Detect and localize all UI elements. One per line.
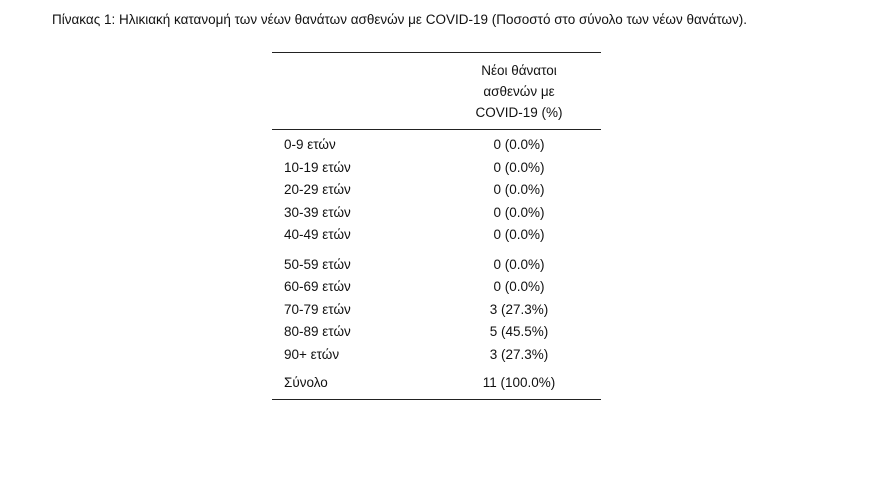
table-row [272,179,601,202]
value-cell: 0 (0.0%) [493,137,545,152]
value-cell: 3 (27.3%) [489,301,549,317]
age-cell: 40-49 ετών [284,227,351,242]
table-row [272,202,601,225]
value-cell: 0 (0.0%) [493,279,545,294]
header-new-deaths [437,53,601,130]
header-line-3: COVID-19 (%) [475,104,563,120]
table-caption: Πίνακας 1: Ηλικιακή κατανομή των νέων θανάτων ασθενών με COVID-19 (Ποσοστό στο σύνολο των νέων θανάτων). [52,12,748,27]
table-row [272,321,601,344]
age-cell: 90+ ετών [284,346,340,362]
value-cell: 0 (0.0%) [493,204,545,220]
table-row [272,299,601,322]
age-cell: 60-69 ετών [284,279,351,294]
age-cell: 30-39 ετών [284,204,351,220]
age-cell: 50-59 ετών [284,256,351,272]
total-label: Σύνολο [272,366,437,399]
age-cell: 0-9 ετών [284,137,336,152]
header-line-2: ασθενών με [483,83,555,99]
age-distribution-table-container [272,52,601,400]
age-cell: 80-89 ετών [284,324,351,339]
age-cell: 10-19 ετών [284,159,351,175]
table-row [272,130,601,157]
age-distribution-table [272,52,601,400]
table-row [272,247,601,277]
value-cell: 0 (0.0%) [493,182,545,197]
total-row [272,366,601,399]
value-cell: 0 (0.0%) [493,227,545,242]
value-cell: 0 (0.0%) [493,256,545,272]
total-value: 11 (100.0%) [437,366,601,399]
age-cell: 20-29 ετών [284,182,351,197]
value-cell: 0 (0.0%) [493,159,545,175]
table-row [272,276,601,299]
table-row [272,224,601,247]
table-row [272,157,601,180]
header-line-1: Νέοι θάνατοι [481,62,557,78]
age-cell: 70-79 ετών [284,301,351,317]
header-age [272,53,437,130]
value-cell: 3 (27.3%) [489,346,549,362]
table-row [272,344,601,367]
table-header-row [272,53,601,130]
value-cell: 5 (45.5%) [489,324,549,339]
